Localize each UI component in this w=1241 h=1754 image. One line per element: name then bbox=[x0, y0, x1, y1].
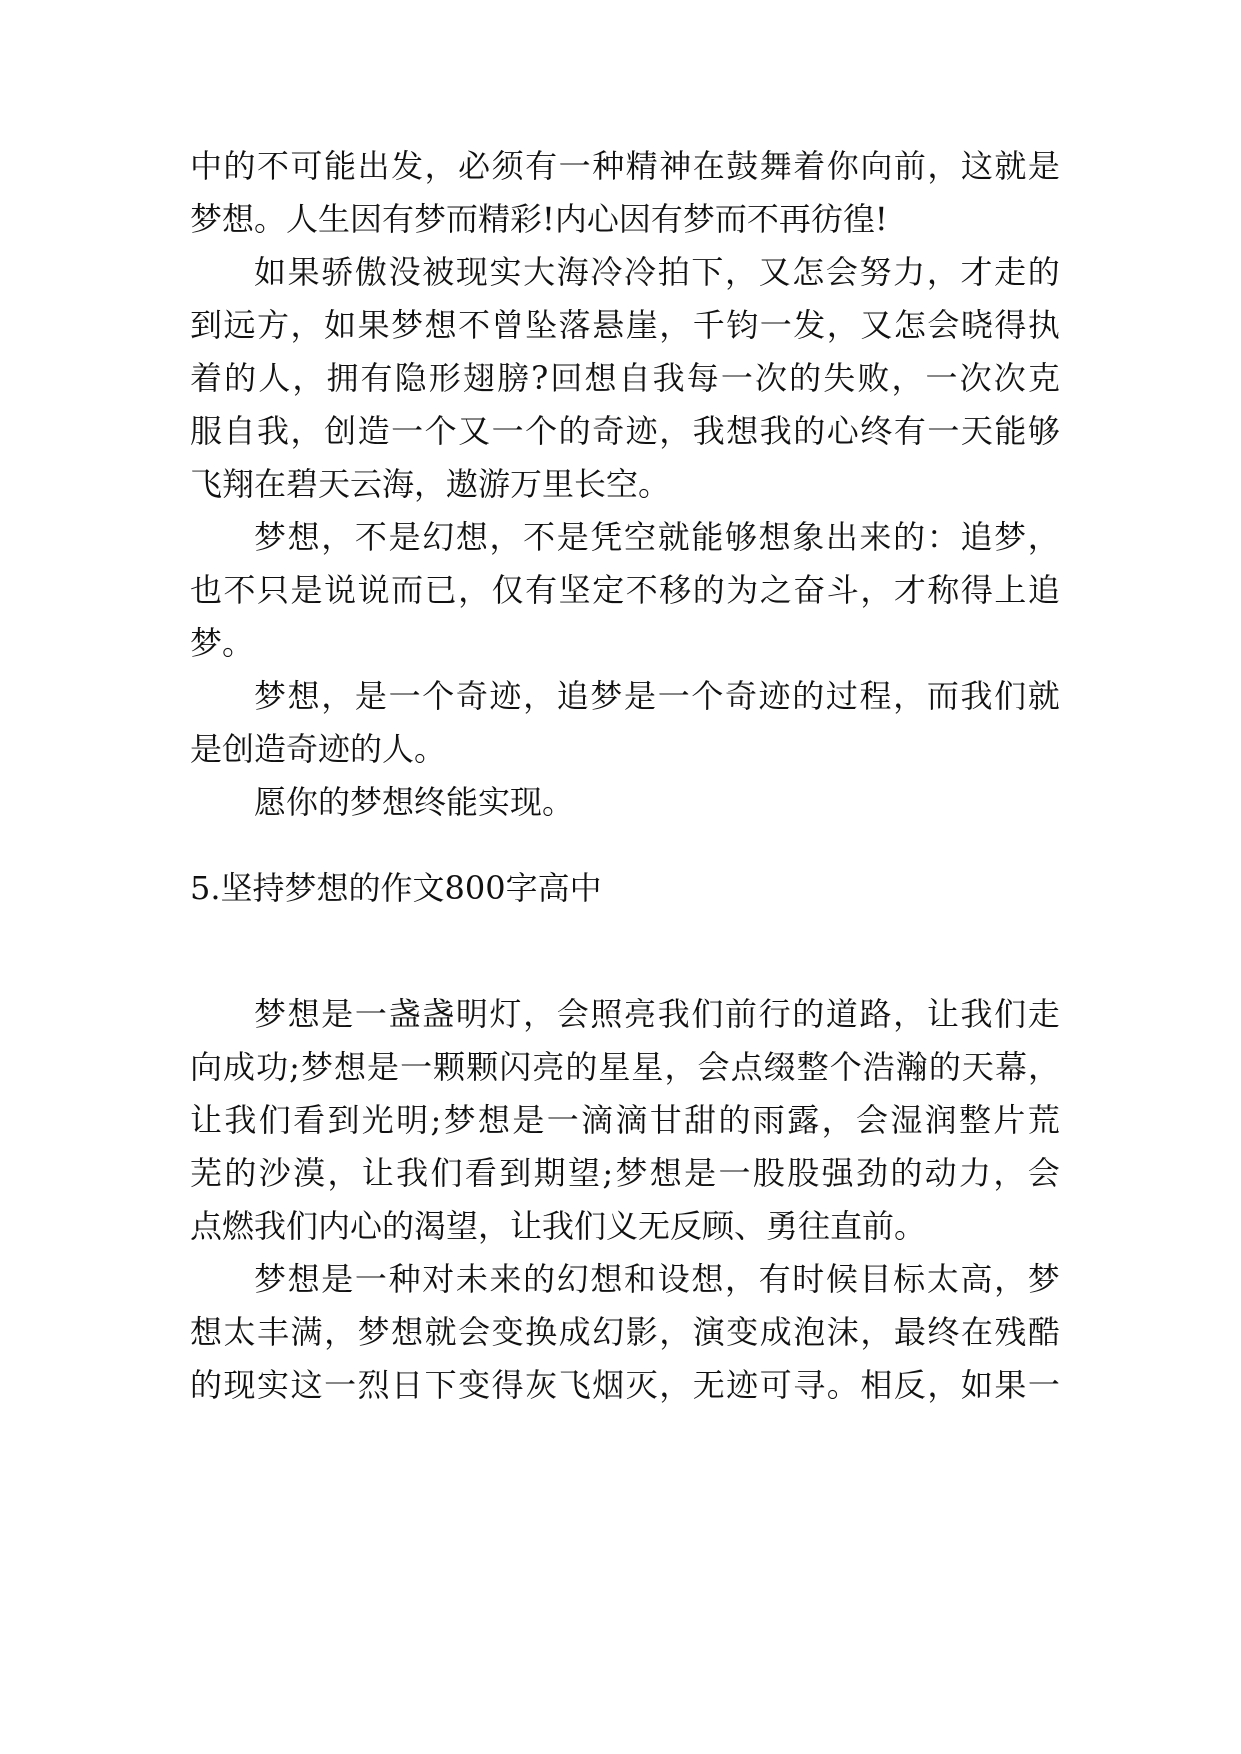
text-line: 服 自 我 ， 创 造 一 个 又 一 个 的 奇 迹 ， 我 想 我 的 心 终 有 一 天 能 够 bbox=[190, 412, 1060, 450]
text-line: 也 不 只 是 说 说 而 已 ， 仅 有 坚 定 不 移 的 为 之 奋 斗 ， 才 称 得 上 追 bbox=[190, 571, 1060, 609]
text-line: 愿你的梦想终能实现。 bbox=[254, 783, 575, 821]
text-line: 着 的 人 ， 拥 有 隐 形 翅 膀 ? 回 想 自 我 每 一 次 的 失 败 ， 一 次 次 克 bbox=[190, 359, 1060, 397]
text-line: 梦想。人生因有梦而精彩!内心因有梦而不再彷徨! bbox=[190, 200, 888, 238]
text-line: 梦 想 ， 是 一 个 奇 迹 ， 追 梦 是 一 个 奇 迹 的 过 程 ， 而 我 们 就 bbox=[254, 677, 1060, 715]
text-line: 梦 想 ， 不 是 幻 想 ， 不 是 凭 空 就 能 够 想 象 出 来 的 ： 追 梦 ， bbox=[254, 518, 1060, 556]
text-line: 中 的 不 可 能 出 发 ， 必 须 有 一 种 精 神 在 鼓 舞 着 你 向 前 ， 这 就 是 bbox=[190, 147, 1060, 185]
text-line: 梦 想 是 一 种 对 未 来 的 幻 想 和 设 想 ， 有 时 候 目 标 太 高 ， 梦 bbox=[254, 1260, 1060, 1298]
text-line: 飞翔在碧天云海，遨游万里长空。 bbox=[190, 465, 671, 503]
text-line: 芜 的 沙 漠 ， 让 我 们 看 到 期 望 ; 梦 想 是 一 股 股 强 劲 的 动 力 ， 会 bbox=[190, 1154, 1060, 1192]
text-line: 向 成 功 ; 梦 想 是 一 颗 颗 闪 亮 的 星 星 ， 会 点 缀 整 个 浩 瀚 的 天 幕 ， bbox=[190, 1048, 1060, 1086]
text-line: 让 我 们 看 到 光 明 ; 梦 想 是 一 滴 滴 甘 甜 的 雨 露 ， 会 湿 润 整 片 荒 bbox=[190, 1101, 1060, 1139]
text-line: 梦。 bbox=[190, 624, 255, 662]
text-line: 如 果 骄 傲 没 被 现 实 大 海 冷 冷 拍 下 ， 又 怎 会 努 力 ， 才 走 的 bbox=[254, 253, 1060, 291]
text-line: 想 太 丰 满 ， 梦 想 就 会 变 换 成 幻 影 ， 演 变 成 泡 沫 ， 最 终 在 残 酷 bbox=[190, 1313, 1060, 1351]
text-line: 点燃我们内心的渴望，让我们义无反顾、勇往直前。 bbox=[190, 1207, 927, 1245]
text-line: 是创造奇迹的人。 bbox=[190, 730, 447, 768]
text-line: 梦 想 是 一 盏 盏 明 灯 ， 会 照 亮 我 们 前 行 的 道 路 ， 让 我 们 走 bbox=[254, 995, 1060, 1033]
section-heading: 5.坚持梦想的作文800字高中 bbox=[190, 869, 602, 907]
text-line: 到 远 方 ， 如 果 梦 想 不 曾 坠 落 悬 崖 ， 千 钧 一 发 ， 又 怎 会 晓 得 执 bbox=[190, 306, 1060, 344]
text-line: 的 现 实 这 一 烈 日 下 变 得 灰 飞 烟 灭 ， 无 迹 可 寻 。 相 反 ， 如 果 一 bbox=[190, 1366, 1060, 1404]
